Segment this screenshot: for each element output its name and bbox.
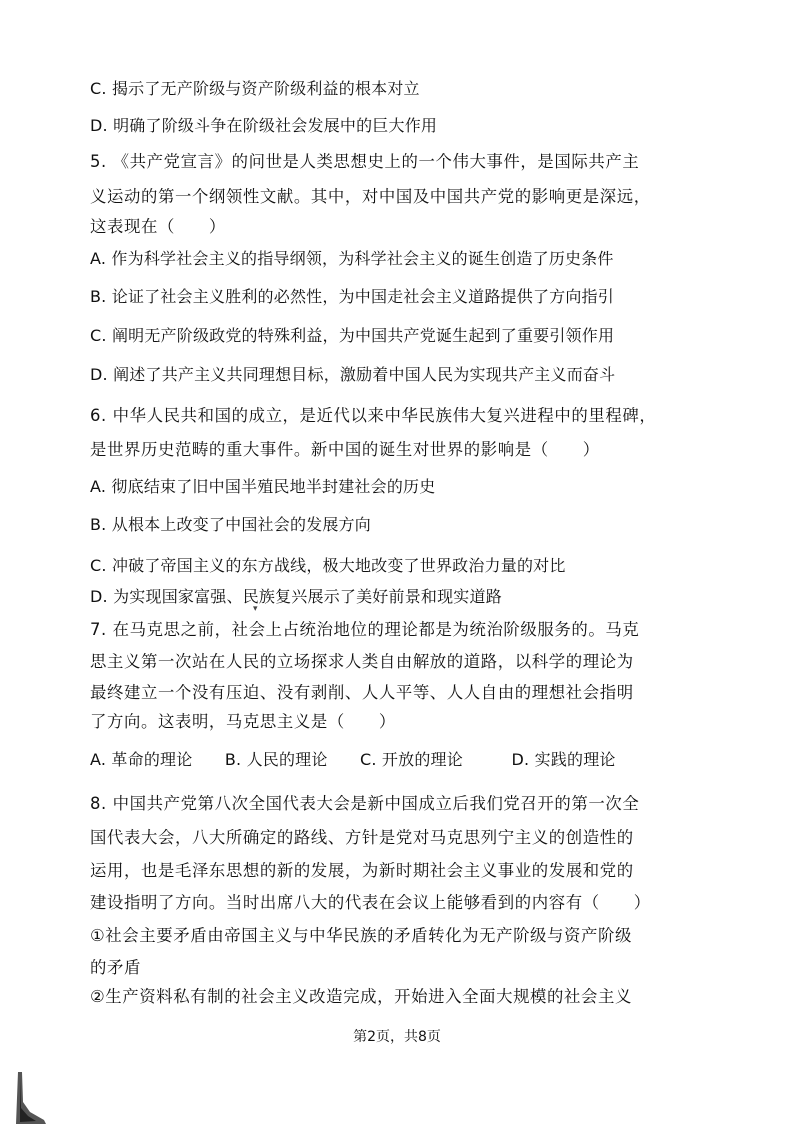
scan-edge-artifact — [16, 1072, 46, 1124]
option-b-q6: B. 从根本上改变了中国社会的发展方向 — [90, 515, 371, 534]
question-7-stem-line-2: 思主义第一次站在人民的立场探求人类自由解放的道路，以科学的理论为 — [90, 652, 634, 671]
option-c-q5: C. 阐明无产阶级政党的特殊利益，为中国共产党诞生起到了重要引领作用 — [90, 326, 615, 345]
question-8-stem-line-3: 运用，也是毛泽东思想的新的发展，为新时期社会主义事业的发展和党的 — [90, 861, 634, 880]
question-8-item-2: ②生产资料私有制的社会主义改造完成，开始进入全面大规模的社会主义 — [90, 987, 633, 1006]
question-8-stem-line-2: 国代表大会，八大所确定的路线、方针是党对马克思列宁主义的创造性的 — [90, 828, 634, 847]
option-a-q6: A. 彻底结束了旧中国半殖民地半封建社会的历史 — [90, 477, 436, 496]
question-7-stem-line-3: 最终建立一个没有压迫、没有剥削、人人平等、人人自由的理想社会指明 — [90, 683, 634, 702]
option-b-q5: B. 论证了社会主义胜利的必然性，为中国走社会主义道路提供了方向指引 — [90, 287, 614, 306]
option-a-q5: A. 作为科学社会主义的指导纲领，为科学社会主义的诞生创造了历史条件 — [90, 249, 614, 268]
question-8-item-1-cont: 的矛盾 — [90, 958, 141, 977]
page-footer: 第2页，共8页 — [353, 1029, 441, 1045]
option-d-q4: D. 明确了阶级斗争在阶级社会发展中的巨大作用 — [90, 116, 438, 135]
option-d-q5: D. 阐述了共产主义共同理想目标，激励着中国人民为实现共产主义而奋斗 — [90, 365, 616, 384]
question-8-stem-line-4: 建设指明了方向。当时出席八大的代表在会议上能够看到的内容有（ ） — [90, 893, 651, 912]
option-c-q4: C. 揭示了无产阶级与资产阶级利益的根本对立 — [90, 79, 420, 98]
question-8-stem-line-1: 8. 中国共产党第八次全国代表大会是新中国成立后我们党召开的第一次全 — [90, 794, 640, 813]
question-8-item-1: ①社会主要矛盾由帝国主义与中华民族的矛盾转化为无产阶级与资产阶级 — [90, 926, 633, 945]
scan-speck: ▾ — [253, 604, 258, 614]
question-5-stem-line-3: 这表现在（ ） — [90, 217, 226, 236]
question-6-stem-line-2: 是世界历史范畴的重大事件。新中国的诞生对世界的影响是（ ） — [90, 440, 600, 459]
question-7-stem-line-1: 7. 在马克思之前，社会上占统治地位的理论都是为统治阶级服务的。马克 — [90, 620, 640, 639]
option-d-q6: D. 为实现国家富强、民族复兴展示了美好前景和现实道路 — [90, 587, 502, 606]
question-7-options: A. 革命的理论 B. 人民的理论 C. 开放的理论 D. 实践的理论 — [90, 750, 616, 769]
question-7-stem-line-4: 了方向。这表明，马克思主义是（ ） — [90, 712, 396, 731]
question-6-stem-line-1: 6. 中华人民共和国的成立，是近代以来中华民族伟大复兴进程中的里程碑， — [90, 406, 657, 425]
option-c-q6: C. 冲破了帝国主义的东方战线，极大地改变了世界政治力量的对比 — [90, 556, 566, 575]
question-5-stem-line-2: 义运动的第一个纲领性文献。其中，对中国及中国共产党的影响更是深远， — [90, 187, 651, 206]
question-5-stem-line-1: 5. 《共产党宣言》的问世是人类思想史上的一个伟大事件，是国际共产主 — [90, 152, 640, 171]
